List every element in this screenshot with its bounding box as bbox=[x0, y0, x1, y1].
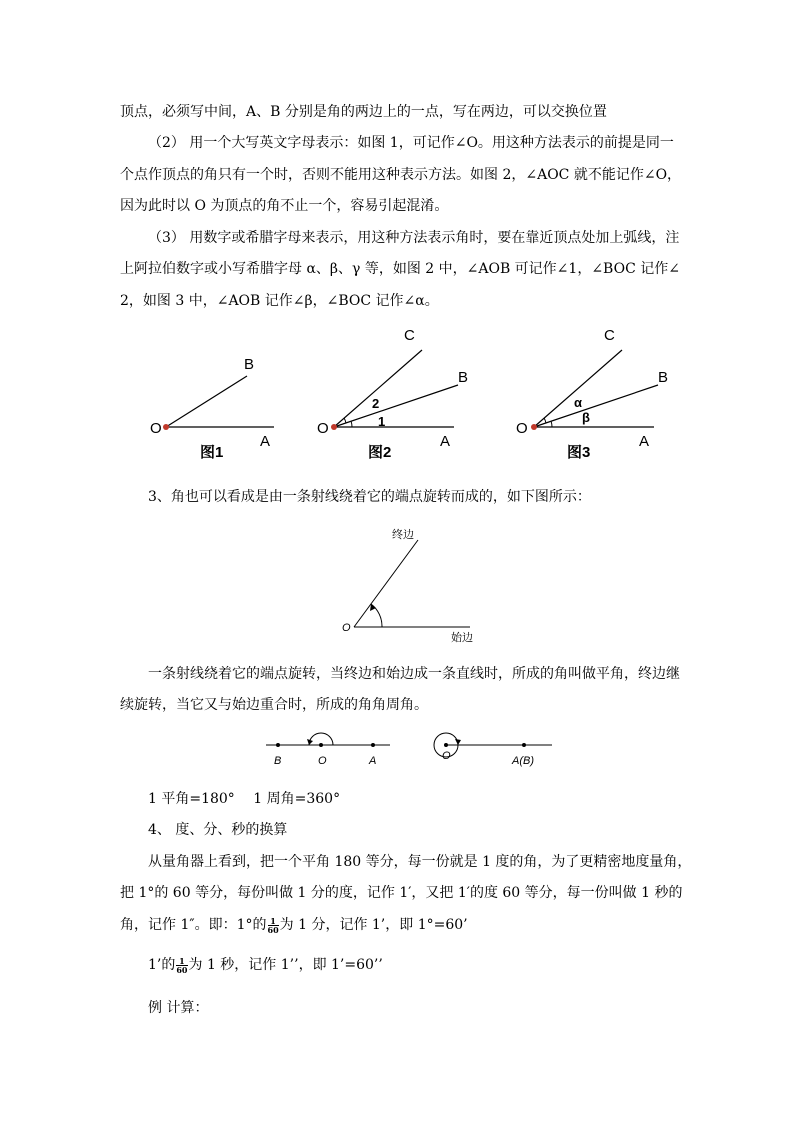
fraction-denominator: 60 bbox=[267, 924, 279, 935]
paragraph-line: 因为此时以 O 为顶点的角不止一个，容易引起混淆。 bbox=[120, 198, 449, 214]
figure-caption: 图2 bbox=[368, 444, 392, 461]
label-A: A bbox=[639, 433, 650, 450]
fraction bbox=[268, 917, 279, 934]
vertex-dot bbox=[163, 424, 169, 430]
label-O: O bbox=[516, 420, 528, 437]
label-terminal-side: 终边 bbox=[392, 529, 414, 541]
paragraph-line: （3） 用数字或希腊字母来表示，用这种方法表示角时，要在靠近顶点处加上弧线，注 bbox=[148, 230, 680, 246]
vertex-dot bbox=[531, 424, 537, 430]
text-segment: 为 1 分，记作 1’，即 1°=60’ bbox=[279, 917, 468, 933]
label-O: O bbox=[442, 750, 451, 762]
figure-1 bbox=[150, 356, 274, 461]
label-initial-side: 始边 bbox=[451, 632, 473, 644]
paragraph-line bbox=[120, 915, 468, 935]
figure-3 bbox=[516, 327, 668, 461]
label-A: A bbox=[260, 433, 271, 450]
paragraph-line: （2） 用一个大写英文字母表示：如图 1，可记作∠O。用这种方法表示的前提是同一 bbox=[148, 135, 674, 151]
angle-label-beta: β bbox=[582, 410, 590, 425]
straight-and-full-angle-figure bbox=[260, 727, 560, 772]
paragraph-line bbox=[148, 955, 383, 975]
figure-caption: 图3 bbox=[567, 444, 591, 461]
paragraph-line: 一条射线绕着它的端点旋转，当终边和始边成一条直线时，所成的角叫做平角，终边继 bbox=[148, 666, 680, 682]
fraction-numerator: 1 bbox=[176, 957, 187, 966]
paragraph-line: 从量角器上看到，把一个平角 180 等分，每一份就是 1 度的角，为了更精密地度量角， bbox=[148, 854, 692, 870]
label-O: O bbox=[317, 420, 329, 437]
angle-label-2: 2 bbox=[372, 396, 380, 411]
label-B: B bbox=[274, 755, 282, 767]
fraction-numerator: 1 bbox=[268, 917, 279, 926]
figure-2 bbox=[317, 327, 468, 461]
paragraph-line: 例 计算： bbox=[148, 1000, 209, 1016]
fraction-denominator: 60 bbox=[176, 964, 188, 975]
label-C: C bbox=[604, 327, 615, 344]
paragraph-line: 个点作顶点的角只有一个时，否则不能用这种表示方法。如图 2，∠AOC 就不能记作∠O， bbox=[120, 167, 682, 183]
figure-caption: 图1 bbox=[200, 444, 224, 461]
full-angle bbox=[434, 733, 552, 767]
angle-label-alpha: α bbox=[574, 395, 582, 410]
text-segment: 为 1 秒，记作 1’’，即 1’=60’’ bbox=[188, 957, 383, 973]
angle-figures bbox=[140, 322, 700, 467]
label-B: B bbox=[458, 369, 469, 386]
text-segment: 1’的 bbox=[148, 957, 176, 973]
label-A-B: A(B) bbox=[512, 755, 534, 767]
label-C: C bbox=[404, 327, 415, 344]
paragraph-line: 2，如图 3 中，∠AOB 记作∠β，∠BOC 记作∠α。 bbox=[120, 293, 439, 309]
paragraph-line: 续旋转，当它又与始边重合时，所成的角角周角。 bbox=[120, 697, 428, 713]
paragraph-line: 把 1°的 60 等分，每份叫做 1 分的度，记作 1′，又把 1′的度 60 等分，每一份叫做 1 秒的 bbox=[120, 885, 683, 901]
paragraph-line: 1 平角=180° 1 周角=360° bbox=[148, 791, 341, 807]
paragraph-line: 上阿拉伯数字或小写希腊字母 α、β、γ 等，如图 2 中，∠AOB 可记作∠1，∠BOC 记作∠ bbox=[120, 261, 680, 277]
label-O: O bbox=[150, 420, 162, 437]
text-segment: 角，记作 1″。即：1°的 bbox=[120, 917, 267, 933]
rotation-figure bbox=[334, 520, 484, 645]
paragraph-line: 3、角也可以看成是由一条射线绕着它的端点旋转而成的，如下图所示： bbox=[148, 489, 591, 505]
vertex-dot bbox=[331, 424, 337, 430]
label-A: A bbox=[440, 433, 451, 450]
label-O: O bbox=[342, 622, 351, 634]
label-B: B bbox=[658, 369, 669, 386]
label-B: B bbox=[244, 356, 255, 373]
paragraph-line: 4、 度、分、秒的换算 bbox=[148, 822, 288, 838]
label-A: A bbox=[369, 755, 377, 767]
paragraph-line: 顶点，必须写中间，A、B 分别是角的两边上的一点，写在两边，可以交换位置 bbox=[120, 104, 607, 120]
label-O: O bbox=[318, 755, 327, 767]
straight-angle bbox=[266, 733, 390, 767]
fraction bbox=[176, 957, 187, 974]
angle-label-1: 1 bbox=[378, 414, 386, 429]
